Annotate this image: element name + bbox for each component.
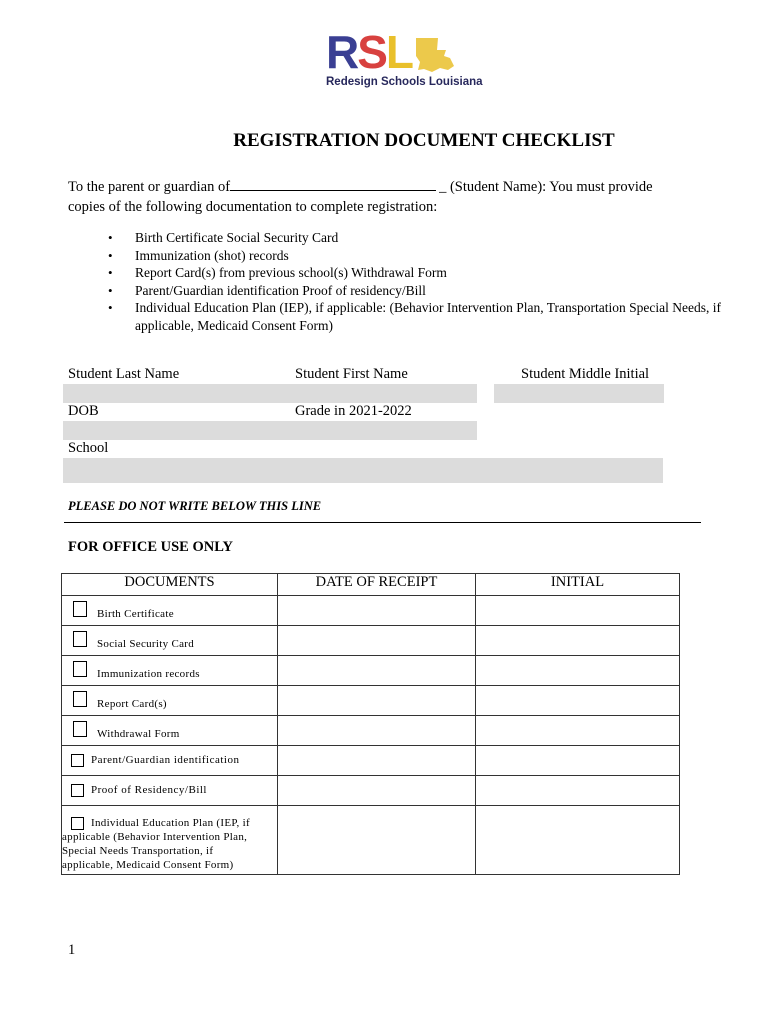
date-cell[interactable] — [278, 596, 476, 626]
date-of-receipt-header: DATE OF RECEIPT — [278, 574, 476, 596]
checkbox[interactable] — [73, 631, 87, 647]
document-label: Immunization records — [97, 668, 200, 680]
document-label: Birth Certificate — [97, 608, 174, 620]
do-not-write-note: PLEASE DO NOT WRITE BELOW THIS LINE — [68, 499, 322, 513]
table-row — [62, 716, 680, 746]
logo-wordmark — [326, 26, 413, 78]
requirement-item: • Parent/Guardian identification Proof of residency/Bill — [135, 282, 748, 300]
iep-line: Individual Education Plan (IEP, if — [91, 817, 250, 829]
initial-cell[interactable] — [476, 716, 680, 746]
date-cell[interactable] — [278, 626, 476, 656]
name-input[interactable] — [63, 384, 477, 403]
checkbox[interactable] — [73, 721, 87, 737]
page-title: REGISTRATION DOCUMENT CHECKLIST — [233, 130, 615, 151]
requirement-item: • Immunization (shot) records — [135, 247, 748, 265]
page-number: 1 — [68, 942, 76, 958]
checkbox[interactable] — [73, 691, 87, 707]
checkbox[interactable] — [71, 784, 84, 797]
document-label: Proof of Residency/Bill — [91, 784, 207, 796]
last-name-label: Student Last Name — [68, 366, 180, 382]
document-label: Withdrawal Form — [97, 728, 180, 740]
student-name-blank[interactable] — [230, 176, 436, 191]
checkbox[interactable] — [73, 601, 87, 617]
logo-letter-s: S — [357, 26, 386, 78]
date-cell[interactable] — [278, 716, 476, 746]
intro-prefix: To the parent or guardian of — [68, 179, 231, 195]
documents-header: DOCUMENTS — [62, 574, 278, 596]
middle-initial-input[interactable] — [494, 384, 664, 403]
office-documents-table — [61, 573, 680, 875]
dob-label: DOB — [68, 403, 99, 419]
document-label: Report Card(s) — [97, 698, 167, 710]
date-cell[interactable] — [278, 656, 476, 686]
iep-line: applicable, Medicaid Consent Form) — [62, 859, 234, 871]
document-label: Parent/Guardian identification — [91, 754, 240, 766]
intro-line-2: copies of the following documentation to complete registration: — [68, 199, 438, 215]
table-row — [62, 626, 680, 656]
checkbox[interactable] — [71, 754, 84, 767]
grade-label: Grade in 2021-2022 — [295, 403, 412, 419]
document-label: Social Security Card — [97, 638, 195, 650]
checkbox[interactable] — [73, 661, 87, 677]
table-row — [62, 656, 680, 686]
initial-cell[interactable] — [476, 746, 680, 776]
dob-grade-input[interactable] — [63, 421, 477, 440]
table-row — [62, 746, 680, 776]
iep-line: Special Needs Transportation, if — [62, 845, 214, 857]
requirement-item: • Report Card(s) from previous school(s) Withdrawal Form — [135, 264, 748, 282]
initial-cell[interactable] — [476, 656, 680, 686]
iep-document-label — [62, 806, 277, 872]
date-cell[interactable] — [278, 686, 476, 716]
requirements-list — [68, 229, 748, 334]
logo-letter-r: R — [326, 26, 358, 78]
logo-letter-l: L — [385, 26, 413, 78]
office-use-title: FOR OFFICE USE ONLY — [68, 539, 234, 555]
intro-text — [68, 176, 708, 217]
date-cell[interactable] — [278, 776, 476, 806]
initial-cell[interactable] — [476, 596, 680, 626]
table-row — [62, 596, 680, 626]
school-label: School — [68, 440, 109, 456]
checkbox[interactable] — [71, 817, 84, 830]
initial-cell[interactable] — [476, 776, 680, 806]
louisiana-shape-icon — [410, 36, 456, 76]
initial-cell[interactable] — [476, 686, 680, 716]
initial-cell[interactable] — [476, 626, 680, 656]
school-input[interactable] — [63, 458, 663, 483]
intro-line-1 — [68, 176, 708, 197]
date-cell[interactable] — [278, 806, 476, 875]
rsl-logo — [326, 26, 483, 90]
requirement-item: • Birth Certificate Social Security Card — [135, 229, 748, 247]
initial-header: INITIAL — [476, 574, 680, 596]
initial-cell[interactable] — [476, 806, 680, 875]
date-cell[interactable] — [278, 746, 476, 776]
middle-initial-label: Student Middle Initial — [521, 366, 650, 382]
first-name-label: Student First Name — [295, 366, 408, 382]
table-row — [62, 806, 680, 875]
divider-line — [64, 522, 701, 523]
table-row — [62, 686, 680, 716]
table-row — [62, 776, 680, 806]
table-header-row — [62, 574, 680, 596]
logo-subtitle: Redesign Schools Louisiana — [326, 76, 483, 88]
iep-line: applicable (Behavior Intervention Plan, — [62, 831, 248, 843]
requirement-item: • Individual Education Plan (IEP), if applicable: (Behavior Intervention Plan, Transportation Special Needs, if applicable, Medicaid Consent Form) — [135, 299, 748, 334]
intro-suffix: _ (Student Name): You must provide — [439, 179, 653, 195]
